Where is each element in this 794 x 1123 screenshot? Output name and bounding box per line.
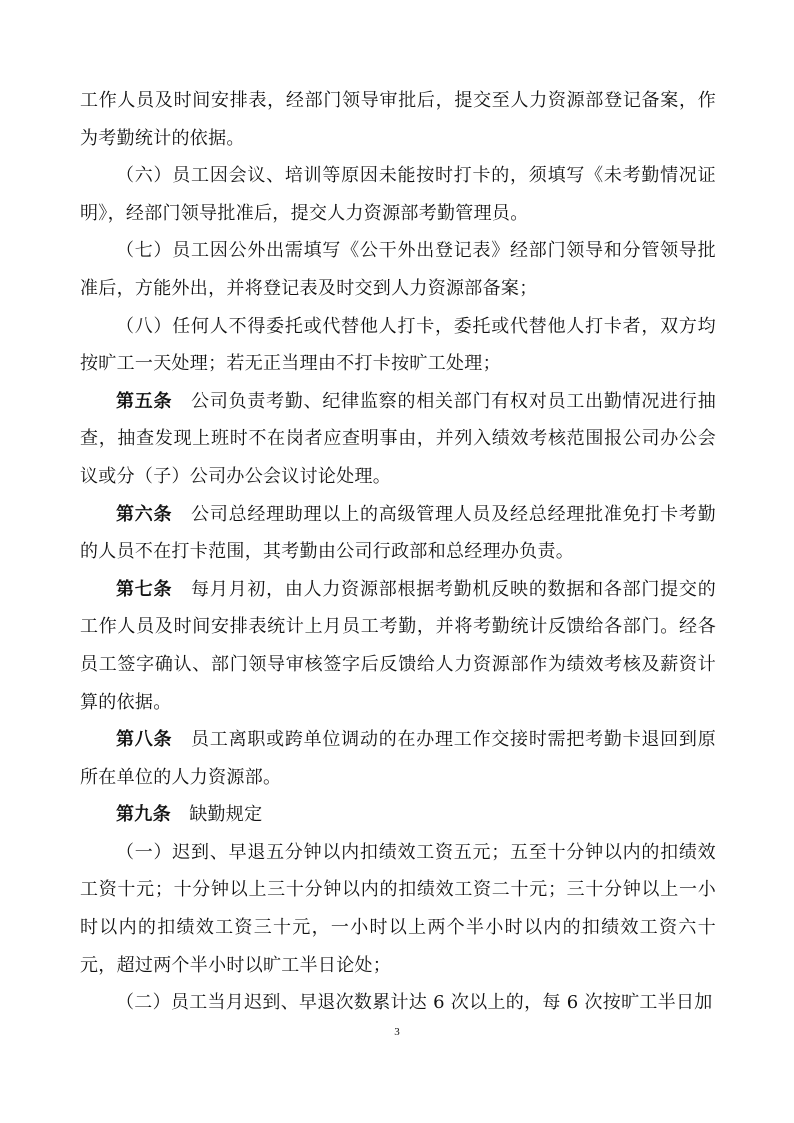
paragraph-text: 每月月初，由人力资源部根据考勤机反映的数据和各部门提交的工作人员及时间安排表统计上月员工考勤，并将考勤统计反馈给各部门。经各员工签字确认、部门领导审核签字后反馈给人力资源部作为绩效考核及薪资计算的依据。 (80, 578, 716, 713)
paragraph-10 (80, 834, 716, 984)
paragraph-text: 缺勤规定 (170, 804, 263, 826)
article-5 (80, 383, 716, 496)
paragraph-4 (80, 308, 716, 383)
article-title: 第九条 (116, 804, 171, 826)
article-title: 第五条 (116, 390, 173, 412)
article-title: 第六条 (116, 503, 173, 525)
article-6 (80, 496, 716, 571)
article-8 (80, 721, 716, 796)
paragraph-1 (80, 82, 716, 157)
paragraph-text: 公司负责考勤、纪律监察的相关部门有权对员工出勤情况进行抽查，抽查发现上班时不在岗者应查明事由，并列入绩效考核范围报公司办公会议或分（子）公司办公会议讨论处理。 (80, 390, 716, 487)
paragraph-11 (80, 984, 716, 1022)
paragraph-text: 公司总经理助理以上的高级管理人员及经总经理批准免打卡考勤的人员不在打卡范围，其考勤由公司行政部和总经理办负责。 (80, 503, 716, 563)
paragraph-text: （八）任何人不得委托或代替他人打卡，委托或代替他人打卡者，双方均按旷工一天处理；若无正当理由不打卡按旷工处理； (80, 315, 716, 375)
article-7 (80, 571, 716, 721)
page-number: 3 (394, 1026, 400, 1038)
paragraph-3 (80, 232, 716, 307)
paragraph-text: （二）员工当月迟到、早退次数累计达 6 次以上的，每 6 次按旷工半日加 (116, 992, 713, 1014)
article-title: 第七条 (116, 578, 173, 600)
paragraph-text: （一）迟到、早退五分钟以内扣绩效工资五元；五至十分钟以内的扣绩效工资十元；十分钟以上三十分钟以内的扣绩效工资二十元；三十分钟以上一小时以内的扣绩效工资三十元，一小时以上两个半小时以内的扣绩效工资六十元，超过两个半小时以旷工半日论处； (80, 841, 716, 976)
paragraph-text: 员工离职或跨单位调动的在办理工作交接时需把考勤卡退回到原所在单位的人力资源部。 (80, 729, 716, 788)
article-title: 第八条 (116, 729, 173, 751)
paragraph-text: （七）员工因公外出需填写《公干外出登记表》经部门领导和分管领导批准后，方能外出，并将登记表及时交到人力资源部备案； (80, 240, 716, 299)
article-9 (80, 796, 716, 834)
paragraph-2 (80, 157, 716, 232)
paragraph-text: （六）员工因会议、培训等原因未能按时打卡的，须填写《未考勤情况证明》，经部门领导批准后，提交人力资源部考勤管理员。 (80, 165, 716, 224)
paragraph-text: 工作人员及时间安排表，经部门领导审批后，提交至人力资源部登记备案，作为考勤统计的依据。 (80, 90, 716, 149)
document-body (80, 82, 716, 1022)
